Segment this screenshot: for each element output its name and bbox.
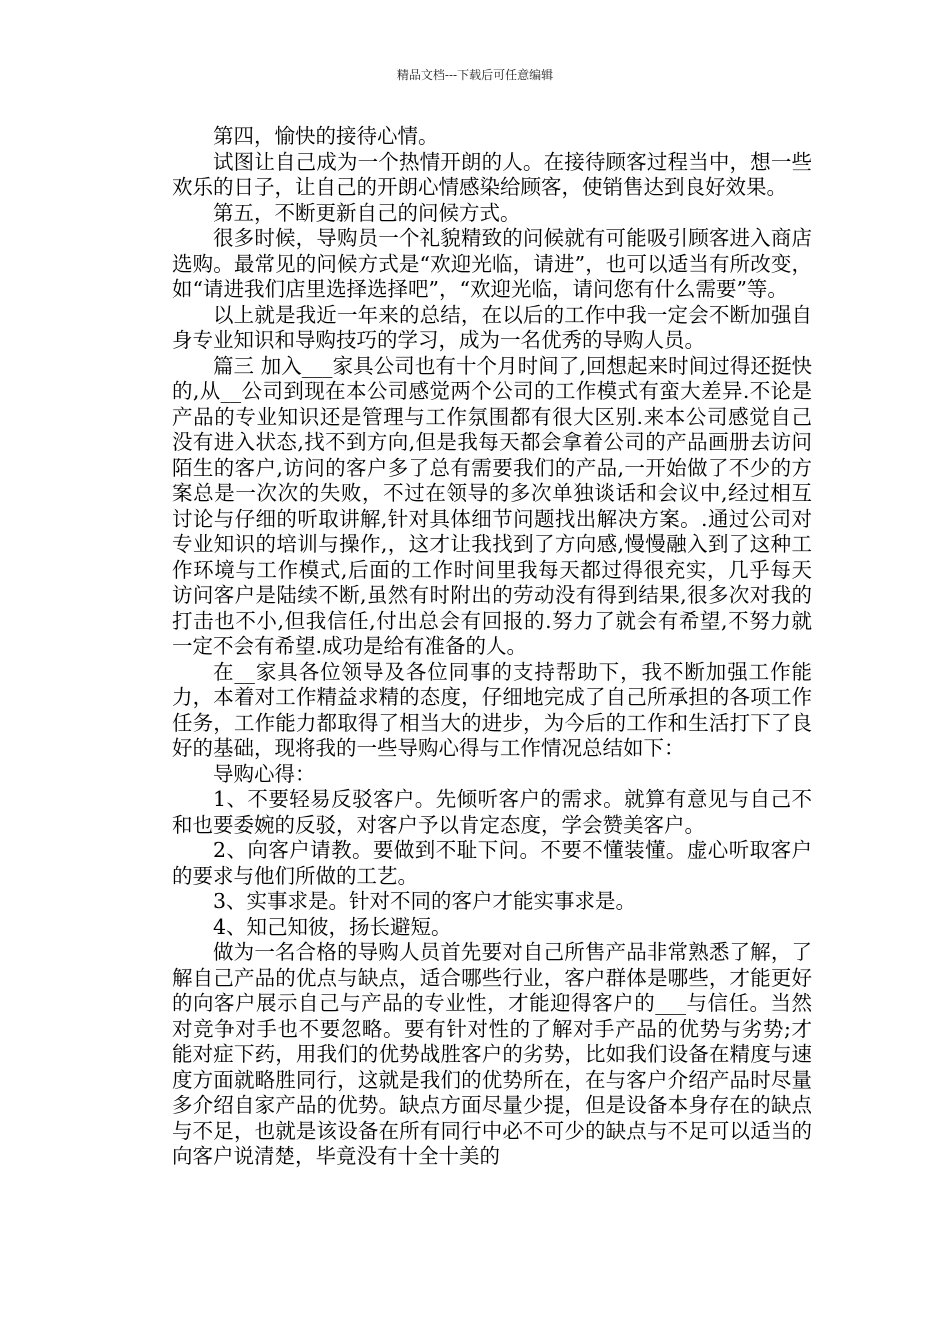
list-item: 3、实事求是。针对不同的客户才能实事求是。 [213,889,637,913]
paragraph: 试图让自己成为一个热情开朗的人。在接待顾客过程当中，想一些欢乐的日子，让自己的开朗心情感染给顾客，使销售达到良好效果。 [172,149,812,199]
paragraph-subheading: 导购心得： [213,761,316,786]
paragraph-heading-5: 第五，不断更新自己的问候方式。 [213,200,521,225]
list-item: 1、不要轻易反驳客户。先倾听客户的需求。就算有意见与自己不和也要委婉的反驳，对客户予以肯定态度，学会赞美客户。 [172,787,812,837]
list-item: 4、知己知彼，扬长避短。 [213,914,452,939]
paragraph: 以上就是我近一年来的总结，在以后的工作中我一定会不断加强自身专业知识和导购技巧的学习，成为一名优秀的导购人员。 [172,302,812,352]
paragraph-section-3: 篇三 加入___家具公司也有十个月时间了,回想起来时间过得还挺快的,从__公司到现在本公司感觉两个公司的工作模式有蛮大差异.不论是产品的专业知识还是管理与工作氛围都有很大区别.来本公司感觉自己没有进入状态,找不到方向,但是我每天都会拿着公司的产品画册去访问陌生的客户,访问的客户多了总有需要我们的产品,一开始做了不少的方案总是一次次的失败，不过在领导的多次单独谈话和会议中,经过相互讨论与仔细的听取讲解,针对具体细节问题找出解决方案。.通过公司对专业知识的培训与操作,，这才让我找到了方向感,慢慢融入到了这种工作环境与工作模式,后面的工作时间里我每天都过得很充实，几乎每天访问客户是陆续不断,虽然有时附出的劳动没有得到结果,很多次对我的打击也不小,但我信任,付出总会有回报的.努力了就会有希望,不努力就一定不会有希望.成功是给有准备的人。 [172,353,812,658]
document-body [172,124,812,1170]
paragraph: 很多时候，导购员一个礼貌精致的问候就有可能吸引顾客进入商店选购。最常见的问候方式是“欢迎光临，请进”，也可以适当有所改变，如“请进我们店里选择选择吧”，“欢迎光临，请问您有什么需要”等。 [172,226,812,301]
page-header: 精品文档---下载后可任意编辑 [396,68,554,82]
paragraph-heading-4: 第四，愉快的接待心情。 [213,124,439,148]
paragraph: 做为一名合格的导购人员首先要对自己所售产品非常熟悉了解，了解自己产品的优点与缺点，适合哪些行业，客户群体是哪些，才能更好的向客户展示自己与产品的专业性，才能迎得客户的___与信任。当然对竞争对手也不要忽略。要有针对性的了解对手产品的优势与劣势;才能对症下药，用我们的优势战胜客户的劣势，比如我们设备在精度与速度方面就略胜同行，这就是我们的优势所在，在与客户介绍产品时尽量多介绍自家产品的优势。缺点方面尽量少提，但是设备本身存在的缺点与不足，也就是该设备在所有同行中必不可少的缺点与不足可以适当的向客户说清楚，毕竟没有十全十美的 [172,940,812,1168]
paragraph: 在__家具各位领导及各位同事的支持帮助下，我不断加强工作能力，本着对工作精益求精的态度，仔细地完成了自己所承担的各项工作任务，工作能力都取得了相当大的进步，为今后的工作和生活打下了良好的基础，现将我的一些导购心得与工作情况总结如下： [172,659,812,760]
list-item: 2、向客户请教。要做到不耻下问。不要不懂装懂。虚心听取客户的要求与他们所做的工艺。 [172,838,812,888]
